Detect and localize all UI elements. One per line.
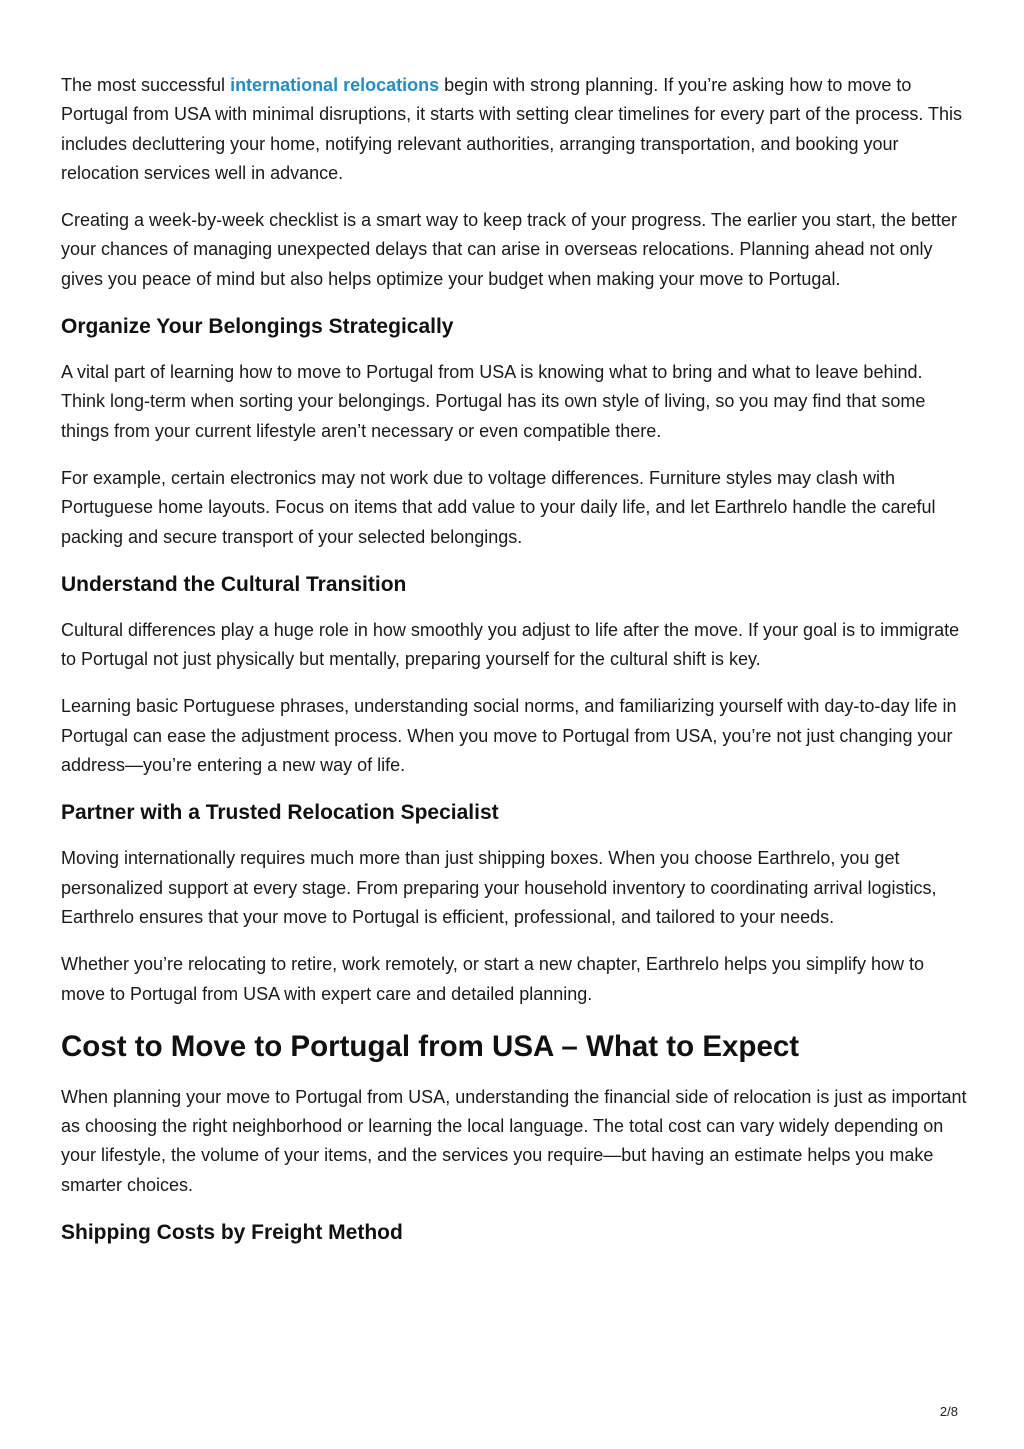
culture-paragraph-1: Cultural differences play a huge role in how smoothly you adjust to life after the move. If your goal is to immigrate to Portugal not just physically but mentally, preparing yourself for the cultural shift is key. <box>61 619 960 670</box>
partner-paragraph-1: Moving internationally requires much more than just shipping boxes. When you choose Earthrelo, you get personalized support at every stage. From preparing your household inventory to coordinating arrival logistics, Earthrelo ensures that your move to Portugal is efficient, professional, and tailored to your needs. <box>61 848 937 927</box>
cost-heading: Cost to Move to Portugal from USA – What to Expect <box>61 1029 800 1063</box>
partner-paragraph-2: Whether you’re relocating to retire, work remotely, or start a new chapter, Earthrelo helps you simplify how to move to Portugal from USA with expert care and detailed planning. <box>61 954 925 1004</box>
belongings-paragraph-2: For example, certain electronics may not work due to voltage differences. Furniture styles may clash with Portuguese home layouts. Focus on items that add value to your daily life, and let Earthrelo handle the careful packing and secure transport of your selected belongings. <box>61 467 936 547</box>
belongings-heading: Organize Your Belongings Strategically <box>61 315 454 339</box>
partner-heading: Partner with a Trusted Relocation Specialist <box>61 801 499 825</box>
culture-paragraph-2: Learning basic Portuguese phrases, understanding social norms, and familiarizing yourself with day-to-day life in Portugal can ease the adjustment process. When you move to Portugal from USA, you’re not just changing your address—you’re entering a new way of life. <box>61 696 957 776</box>
intro-paragraph <box>61 71 967 188</box>
international-relocations-link[interactable]: international relocations <box>230 75 440 95</box>
document-page <box>61 71 967 1264</box>
intro-text-end: begin with strong planning. If you’re asking how to move to Portugal from USA with minimal disruptions, it starts with setting clear timelines for every part of the process. This includes decluttering your home, notifying relevant authorities, arranging transportation, and booking your relocation services well in advance. <box>61 75 963 183</box>
cost-paragraph: When planning your move to Portugal from USA, understanding the financial side of relocation is just as important as choosing the right neighborhood or learning the local language. The total cost can vary widely depending on your lifestyle, the volume of your items, and the services you require—but having an estimate helps you make smarter choices. <box>61 1086 967 1195</box>
page-number: 2/8 <box>939 1404 958 1419</box>
checklist-paragraph: Creating a week-by-week checklist is a smart way to keep track of your progress. The earlier you start, the better your chances of managing unexpected delays that can arise in overseas relocations. Planning ahead not only gives you peace of mind but also helps optimize your budget when making your move to Portugal. <box>61 210 958 289</box>
culture-heading: Understand the Cultural Transition <box>61 572 407 596</box>
belongings-paragraph-1: A vital part of learning how to move to Portugal from USA is knowing what to bring and what to leave behind. Think long-term when sorting your belongings. Portugal has its own style of living, so you may find that some things from your current lifestyle aren’t necessary or even compatible there. <box>61 362 926 441</box>
shipping-costs-heading: Shipping Costs by Freight Method <box>61 1221 403 1245</box>
intro-text-start: The most successful <box>61 75 231 95</box>
